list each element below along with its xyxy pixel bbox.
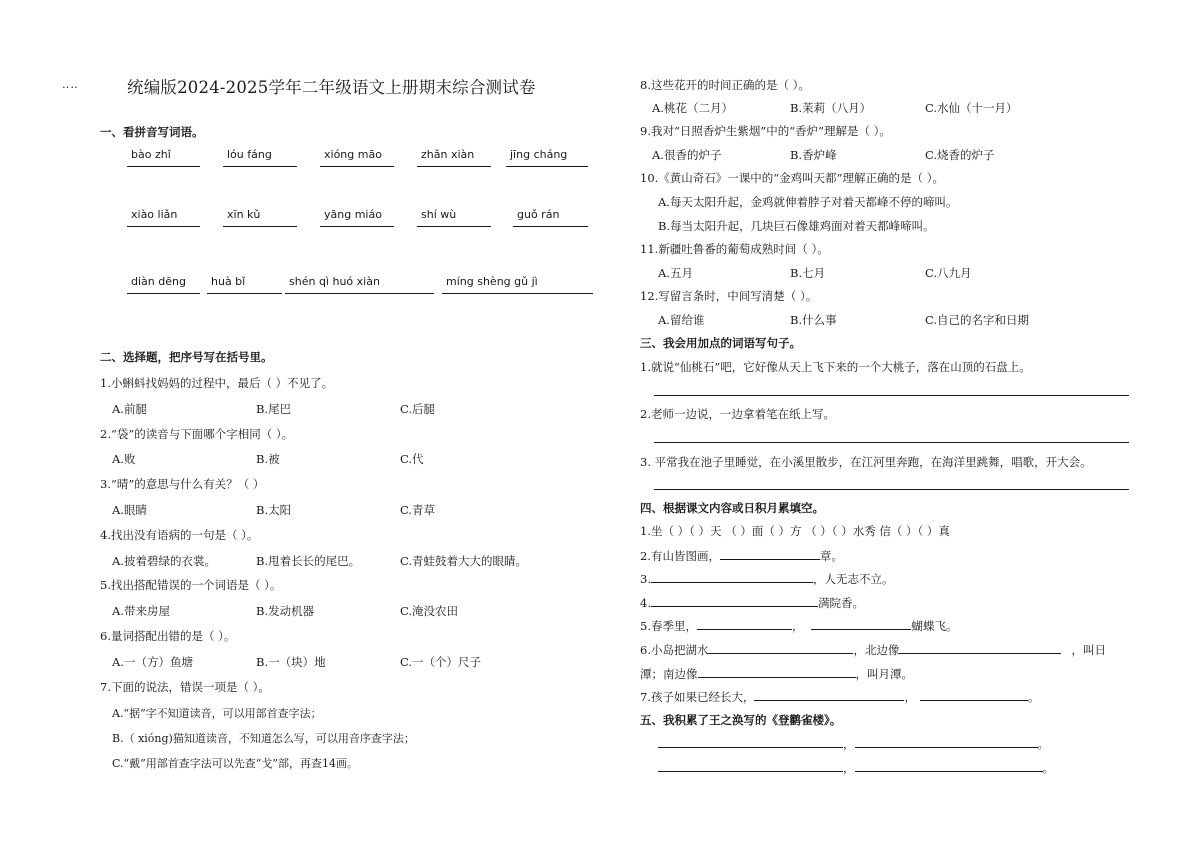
fill-text: 满院香。	[817, 596, 864, 610]
pinyin-cell[interactable]: huà bǐ	[207, 275, 282, 294]
pinyin-cell[interactable]: lóu fáng	[223, 148, 297, 167]
answer-line-3[interactable]	[654, 489, 1129, 490]
option-b[interactable]: B.太阳	[256, 503, 292, 517]
option-b[interactable]: B.发动机器	[256, 604, 315, 618]
option-a[interactable]: A.留给谁	[658, 313, 705, 327]
option-c[interactable]: C.青蛙鼓着大大的眼睛。	[400, 554, 528, 568]
option-c[interactable]: C.代	[400, 452, 424, 466]
fill-text: 。	[1042, 761, 1054, 775]
fill-text: 潭；南边像	[640, 667, 698, 681]
section5-title: 五、我积累了王之涣写的《登鹳雀楼》。	[640, 713, 842, 727]
fill-idioms[interactable]: 1.坐（ ）（ ）天 （ ）面（ ）方 （ ）（ ）水秀 信（ ）（ ）真	[640, 524, 950, 538]
option-a[interactable]: A.桃花（二月）	[652, 101, 733, 115]
sentence-prompt-1: 1.就说“仙桃石”吧，它好像从天上飞下来的一个大桃子，落在山顶的石盘上。	[640, 360, 1031, 374]
option-b[interactable]: B.香炉峰	[790, 148, 837, 162]
fill-text: 。	[1027, 690, 1040, 704]
fill-text: ，人无志不立。	[812, 572, 894, 586]
pinyin-cell[interactable]: bào zhǐ	[127, 148, 200, 167]
fill-line-6b	[640, 666, 913, 682]
option-c[interactable]: C.自己的名字和日期	[925, 313, 1030, 327]
fill-text: 3.	[640, 572, 651, 586]
fill-line-6	[640, 642, 1106, 658]
pinyin-cell[interactable]: xīn kǔ	[223, 208, 297, 227]
option-c[interactable]: C.青草	[400, 503, 436, 517]
fill-text: 5.春季里，	[640, 619, 697, 633]
option-a[interactable]: A.五月	[658, 266, 693, 280]
blank[interactable]	[899, 642, 1061, 654]
question-text: 6.量词搭配出错的是（ ）。	[100, 629, 236, 643]
option-b[interactable]: B.七月	[790, 266, 826, 280]
option-a[interactable]: A.败	[112, 452, 136, 466]
poem-line-2	[658, 760, 1054, 776]
fill-line-7	[640, 689, 1039, 705]
option-a[interactable]: A.披着碧绿的衣裳。	[112, 554, 216, 568]
fill-text: ，北边像	[853, 643, 900, 657]
option-a[interactable]: A.前腿	[112, 402, 147, 416]
pinyin-cell[interactable]: xiào liǎn	[127, 208, 200, 227]
option-b[interactable]: B.尾巴	[256, 402, 292, 416]
question-text: 12.写留言条时，中间写清楚（ ）。	[640, 289, 818, 303]
fill-text: 章。	[819, 549, 843, 563]
sentence-prompt-3: 3. 平常我在池子里睡觉，在小溪里散步，在江河里奔跑，在海洋里跳舞，唱歌，开大会。	[640, 455, 1092, 469]
pinyin-cell[interactable]: diàn dēng	[127, 275, 200, 294]
fill-text: 2.有山皆图画，	[640, 549, 720, 563]
fill-text: 。	[1037, 737, 1049, 751]
question-text: 2.“袋”的读音与下面哪个字相同（ ）。	[100, 427, 294, 441]
question-text: 11.新疆吐鲁番的葡萄成熟时间（ ）。	[640, 242, 829, 256]
pinyin-cell[interactable]: zhǎn xiàn	[417, 148, 491, 167]
question-text: 7.下面的说法，错误一项是（ ）。	[100, 680, 270, 694]
option-a[interactable]: A.每天太阳升起，金鸡就伸着脖子对着天都峰不停的啼叫。	[658, 195, 958, 209]
option-b[interactable]: B.每当太阳升起，几块巨石像雄鸡面对着天都峰啼叫。	[658, 219, 935, 233]
option-a[interactable]: A.“据”字不知道读音，可以用部首查字法；	[112, 707, 322, 720]
pinyin-cell[interactable]: míng shèng gǔ jì	[442, 275, 593, 294]
blank[interactable]	[855, 760, 1043, 772]
blank[interactable]	[651, 595, 818, 607]
blank[interactable]	[698, 666, 856, 678]
question-text: 10.《黄山奇石》一课中的“金鸡叫天都”理解正确的是（ ）。	[640, 171, 944, 185]
fill-line-3	[640, 571, 893, 587]
section2-title: 二、选择题，把序号写在括号里。	[100, 350, 273, 364]
option-a[interactable]: A.很香的炉子	[652, 148, 722, 162]
question-text: 3.“晴”的意思与什么有关？（ ）	[100, 477, 265, 491]
option-c[interactable]: C.八九月	[925, 266, 972, 280]
blank[interactable]	[720, 548, 820, 560]
blank[interactable]	[920, 689, 1028, 701]
answer-line-2[interactable]	[654, 442, 1129, 443]
section4-title: 四、根据课文内容或日积月累填空。	[640, 501, 824, 515]
sentence-prompt-2: 2.老师一边说，一边拿着笔在纸上写。	[640, 407, 835, 421]
option-b[interactable]: B.被	[256, 452, 280, 466]
fill-text: ，	[843, 737, 855, 751]
option-b[interactable]: B.什么事	[790, 313, 837, 327]
fill-text: 4.	[640, 596, 651, 610]
blank[interactable]	[697, 618, 792, 630]
option-c[interactable]: C.一（个）尺子	[400, 655, 482, 669]
option-a[interactable]: A.眼睛	[112, 503, 147, 517]
option-a[interactable]: A.带来房屋	[112, 604, 170, 618]
option-b[interactable]: B.茉莉（八月）	[790, 101, 872, 115]
question-text: 8.这些花开的时间正确的是（ ）。	[640, 78, 810, 92]
blank[interactable]	[811, 618, 911, 630]
pinyin-cell[interactable]: jīng cháng	[506, 148, 588, 167]
blank[interactable]	[855, 736, 1038, 748]
fill-line-2	[640, 548, 843, 564]
fill-text: ，	[904, 690, 916, 704]
fill-text: ，叫日	[1071, 643, 1106, 657]
question-text: 4.找出没有语病的一句是（ ）。	[100, 528, 259, 542]
option-b[interactable]: B.一（块）地	[256, 655, 326, 669]
fill-line-5	[640, 618, 957, 634]
fill-text: ，	[843, 761, 855, 775]
question-text: 1.小蝌蚪找妈妈的过程中，最后（ ）不见了。	[100, 376, 334, 390]
option-b[interactable]: B.甩着长长的尾巴。	[256, 554, 361, 568]
question-text: 9.我对“日照香炉生紫烟”中的“香炉”理解是（ ）。	[640, 124, 891, 138]
question-text: 5.找出搭配错误的一个词语是（ ）。	[100, 578, 282, 592]
fill-text: ，叫月潭。	[855, 667, 913, 681]
blank[interactable]	[658, 760, 843, 772]
option-c[interactable]: C.水仙（十一月）	[925, 101, 1018, 115]
pinyin-cell[interactable]: yāng miáo	[320, 208, 394, 227]
fill-text: 蝴蝶飞。	[911, 619, 958, 633]
option-c[interactable]: C.淹没农田	[400, 604, 459, 618]
option-c[interactable]: C.“戴”用部首查字法可以先查“戈”部，再查14画。	[112, 757, 359, 770]
option-c[interactable]: C.后腿	[400, 402, 436, 416]
option-c[interactable]: C.烧香的炉子	[925, 148, 995, 162]
section3-title: 三、我会用加点的词语写句子。	[640, 336, 801, 350]
blank[interactable]	[754, 689, 904, 701]
pinyin-cell[interactable]: shén qì huó xiàn	[285, 275, 434, 294]
option-b[interactable]: B.（ xióng)猫知道读音，不知道怎么写，可以用音序查字法；	[112, 732, 415, 745]
option-a[interactable]: A.一（方）鱼塘	[112, 655, 193, 669]
pinyin-cell[interactable]: xióng māo	[320, 148, 394, 167]
pinyin-cell[interactable]: shí wù	[417, 208, 491, 227]
poem-line-1	[658, 736, 1049, 752]
header-dots: ‥‥	[62, 78, 79, 91]
pinyin-cell[interactable]: guǒ rán	[513, 208, 588, 227]
section1-title: 一、看拼音写词语。	[100, 125, 204, 139]
fill-line-4	[640, 595, 864, 611]
fill-text: 7.孩子如果已经长大，	[640, 690, 755, 704]
answer-line-1[interactable]	[654, 395, 1129, 396]
page-title: 统编版2024-2025学年二年级语文上册期末综合测试卷	[127, 78, 536, 97]
fill-text: 6.小岛把湖水	[640, 643, 709, 657]
fill-text: ，	[791, 619, 804, 633]
blank[interactable]	[708, 642, 853, 654]
blank[interactable]	[658, 736, 843, 748]
blank[interactable]	[651, 571, 813, 583]
